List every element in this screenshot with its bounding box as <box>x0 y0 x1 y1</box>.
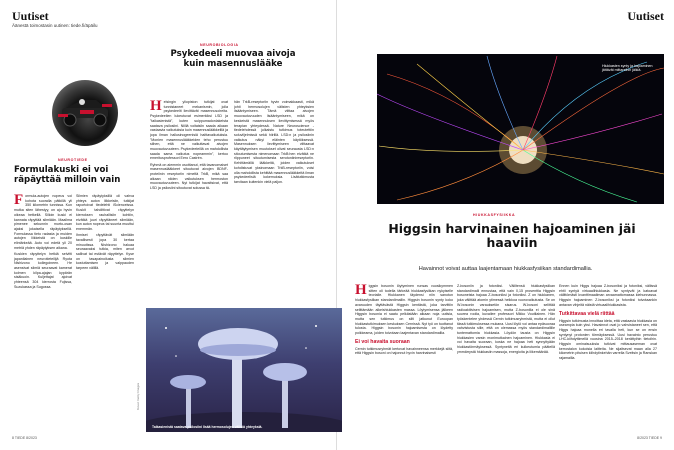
right-subhead1: Ei voi havaita suoraan <box>355 338 410 345</box>
right-column2 <box>457 284 555 432</box>
article1-dropcap: F <box>14 194 24 208</box>
mushroom-caption: Taikasienistä saatava psilosiini lisää hermosolujen välisiä yhteyksiä. <box>152 425 263 429</box>
right-dropcap: H <box>355 284 367 298</box>
section-title: Uutiset <box>12 9 49 23</box>
particle-tracks-illustration <box>377 54 664 204</box>
right-text-b: Cernin tutkimusryhmät kertovat havainneensa merkkejä siitä, että Higgsin bosoni on hajonnut hyvin harvinaisesti <box>355 346 453 356</box>
formula-car-photo <box>52 80 118 146</box>
particle-caption: Hiukkasten synty ja hajoaminen jättävät mittareihin jälkiä. <box>602 64 653 73</box>
right-column3 <box>559 284 657 432</box>
right-column1 <box>355 284 453 432</box>
article1-text-a: ormula-autojen nopeus voi kohota suoralla pätkillä yli 350 kilometrin tunnissa. Kun mutka siten lähestyy, on ajo hyvin oikeaa hetkellä. Silloin kuski ei kannata räpyttää silmiään. Maailma pimenee sekunnin murto-osan ajaksi jokaisella räpäytyksellä. Formulassa tieto radasta ja muiden autojen liikkeistä on kuskille elintärkeää. Auto voi edetä yli 20 metriä yhden räpäytyksen aikana. <box>14 194 72 250</box>
section-subtitle: Äänestä toimostasin uutinen: tiede.fi/äpäilu <box>12 23 98 28</box>
right-subhead2: Tutkittavaa vielä riittää <box>559 310 615 317</box>
right-kicker: HIUKKASFYSIIKKA <box>473 213 516 217</box>
right-headline: Higgsin harvinainen hajoaminen jäi haaviin <box>388 221 636 250</box>
right-text-c: Z-bosoniin ja fotoniksi. Väliltensä hiukkasfysiikan standardimalli ennustaa, että vain 0,15 prosenttia Higgsin bosoneista hajoaa Z-bosoniksi ja fotoniksi. Z on hiukkanen, joka välittää atomin ytimessä heikkoa vuorovaikutusta. Se on W-bosonin varauksetön sisarus. W-bosoni selittää radioaktiivisen hajoamisen, mutta Z-bosonilla ei ole sinä suurea roolia, kuvailee professori Mikko Voutilainen. Hän työskentelee yhdessä Cernin tutkimusryhmistä, mutta ei ollut tässä tutkimuksessa mukana. Uusi löytö voi antaa epäsuoraa vahvistusta sille, että on olemassa myös standardimallille tuntemattomia hiukkasia. Löydön tausta on Higgsin hiukkasien varsin monimutkainen hajoaminen. Hiukkasia ei voi havaita suoraan, koska ne hajoaa heti synnyttyään hiukkastörmäyksessä. Syntyneitä eri kulkeutumia päätellä ymmärrystä hiukkasiin massoja, energioita ja liikemäärää. <box>457 284 555 354</box>
right-footer: 8/2023 TIEDE 9 <box>637 436 662 440</box>
right-section-title: Uutiset <box>627 9 664 23</box>
article2-kicker: NEUROBIOLOGIA <box>200 43 239 47</box>
article1-column2 <box>76 194 134 430</box>
article2-text-a: elsingin yliopiston tutkijat ovat tunnistaneet mekanismin, jolla psykedeelit lievittävät masennusoireita. Psykedeelien lukeutuvat esimerkiksi LSD ja "taikasienistä", kuten suippumadonlakeista saatava psilosiini. Niillä voitaisiin saada aikaan vastaavia vaikutuksia kuin masennuslääkkeillä ja jopa ilman hallusinogeenisiä haittavaikutuksia. "Monien masennuslääkkeiden teho perustuu siihen, että ne vaikuttavat aivojen muovautuvuuteen. Psykedeeleillä on mahdollista saada sama vaikutus nopeammin", kertoo emeritusprofessori Eero Castrén. <box>150 100 228 161</box>
article1-kicker: NEUROTIEDE <box>58 158 88 162</box>
article1-text-c: Silmien räpäytyksillä oli vahva yhteys auton liikkeisiin, tutkijat raportoivat tiedelehti iScienceissa. Kuskit tahdittivat räpyttelyn kierroksen rauhallisiin kohtiin, eivätkä juuri räpyttäneet silmiään, kun auton nopeus tai suunta muuttui enemmän. <box>76 194 134 231</box>
right-text-d: Ennen kuin Higgs hajoaa Z-bosoniksi ja fotoniksi, väliissä ehtii syntyä virtuaalihiukkasia. Ne syntyvät ja katoavat välittömästi kvanttimaailman arvaamattomassa kiehunnassa. Higgsin hajoaminen Z-bosoniksi ja fotoniksi toivotaankin antavan vihjeitä näistä virtuaalihiukkasista. <box>559 284 657 307</box>
left-footer: 8 TIEDE 8/2023 <box>12 436 37 440</box>
particle-collision-photo <box>377 54 664 204</box>
right-text-e: Higgsin tutkimusta innoittaa ideta, että vastaavia hiukkasia on useampia kuin yksi. Havainnot ovat jo vahvistaneet sen, että Higgs hajoaa monella eri tavalla heti, kun se on ensin syntynyt protonien törmäyksessä. Uusi havainto perustuu LHC-kiihdyttimellä vuosina 2015–2018 kerättyihin tietoihin. Higgsin ominaisuuksia tutkivat mittausaseman ovat kerrostalon kokoisia laitteita. Ne sijaitsevat maan alla 27 kilometrin pituisen kiihdytinkehän varrella Sveitsin ja Ranskan rajamailla. <box>559 318 657 361</box>
mushroom-photo <box>146 308 342 432</box>
mushroom-illustration <box>146 308 342 432</box>
article1-text-b: Kuskien räpyttelyn hetkiä selvitti japanilainen neurotieteilijä Ryota Nishizono kollegoineen. He asensivat silmiä seuraavat kamerat kolmen kilpa-ajajan kypärän sisäkuoin. Kuljettajat ajoivat yhteensä 304 kierrosta Fujissa, Suzukassa ja Sugossa. <box>14 251 72 289</box>
article2-dropcap: H <box>150 100 162 114</box>
race-car-illustration <box>52 80 118 146</box>
article1-text-d: Ihmiset räpyttävät silmiään tavallisesti jopa 30 kertaa minuutissa. Nishizono haluaa seuraavaksi tutkia, miten arvot sallivat tai estävät räpyttelyn. Kyse on tasapainoilusta silmien kostuttamisen ja valppauden tarpeen välillä. <box>76 233 134 271</box>
article1-column1 <box>14 194 72 430</box>
right-text-a: iggsin bosonin löytyminen runsas vuosikymmen sitten oli todella tärkeää hiukkasfysiikan nykyiselle teorialle. Hiukkanen täydensi niin sanotun hiukkasfysiikan standardimallin. Higgsin bosonin synty koko avaruuden täyttävästä Higgsin kentästä, joka tarvittiin selittämään alkeishiukkasten massa. Löytymisensa jälkeen Higgsin bosonia ei saatu pelkästään aikaan noja uutisia, mutta sen tutkimus on silti jatkunut Euroopan hiukkastutkimuksen keskuksen Cernissä. Nyt työ on tuottanut tulosta. Higgsin bosonin hajoamisesta on löydetty poikkeama, joiden toivotaan laajentavan standardimallia. <box>355 284 453 336</box>
article2-text-c: hän TrkB-reseptoriin hyvin voimakkaasti, mikä johti hermosolujen välisten yhteyksien lisääntymiseen. Tämä viittaa aivojen muovautuvuuden lisääntymiseen, mikä on keskeistä masennuksen lievittymisessä myös terapian yhteydessä. Nature Neuroscience -tiedelehdessä julkaistu tutkimus toteutettiin soluviljelmissä sekä hiirillä. LSD:n ja psilosiinin vaikutus näkyi eläinten käytöksessä. Masennuksen lievittymiseen viittaavat käyttäytymisen muutokset olivat seurausta LSD:n sitoutumisesta nimenomaan TrkB:hen eivätkä ne riippuneet sitoutumisesta serotoniinireseptoriin. Kehittämällä lääkkeitä, joiden vaikutukset kohdistuvat yksinomaan TrkB-reseptoriin, voisi olla mahdollista kehittää masennuslääkkeitä ilman psykedeelisiä kokemuksia. Lisätutkimusta tarvitaan kuitenkin vielä paljon. <box>234 100 314 184</box>
article1-headline: Formulakuski ei voi räpäyttää milloin vain <box>14 165 121 185</box>
article2-text-b: Ryhmä on aiemmin osoittanut, että tavanomaiset masennuslääkkeet sitoutuvat aivojen BDNF-proteiinin reseptoriin nimeltä TrkB, mikä saa aikaan niiden vaikutuksen hermoston muovautuvuuteen. Nyt tutkijat havaitsivat, että LSD ja psilosiini sitoutuvat solussa tä- <box>150 162 228 191</box>
article2-column1 <box>150 100 228 308</box>
right-deck: Havainnot voivat auttaa laajentamaan hiukkasfysiikan standardimallia. <box>418 266 593 272</box>
article2-headline: Psykedeeli muovaa aivoja kuin masennuslääke <box>170 49 296 69</box>
right-page <box>337 0 674 450</box>
photo-credit: Kuvat: Getty Images <box>136 382 140 410</box>
article2-column2 <box>234 100 314 308</box>
